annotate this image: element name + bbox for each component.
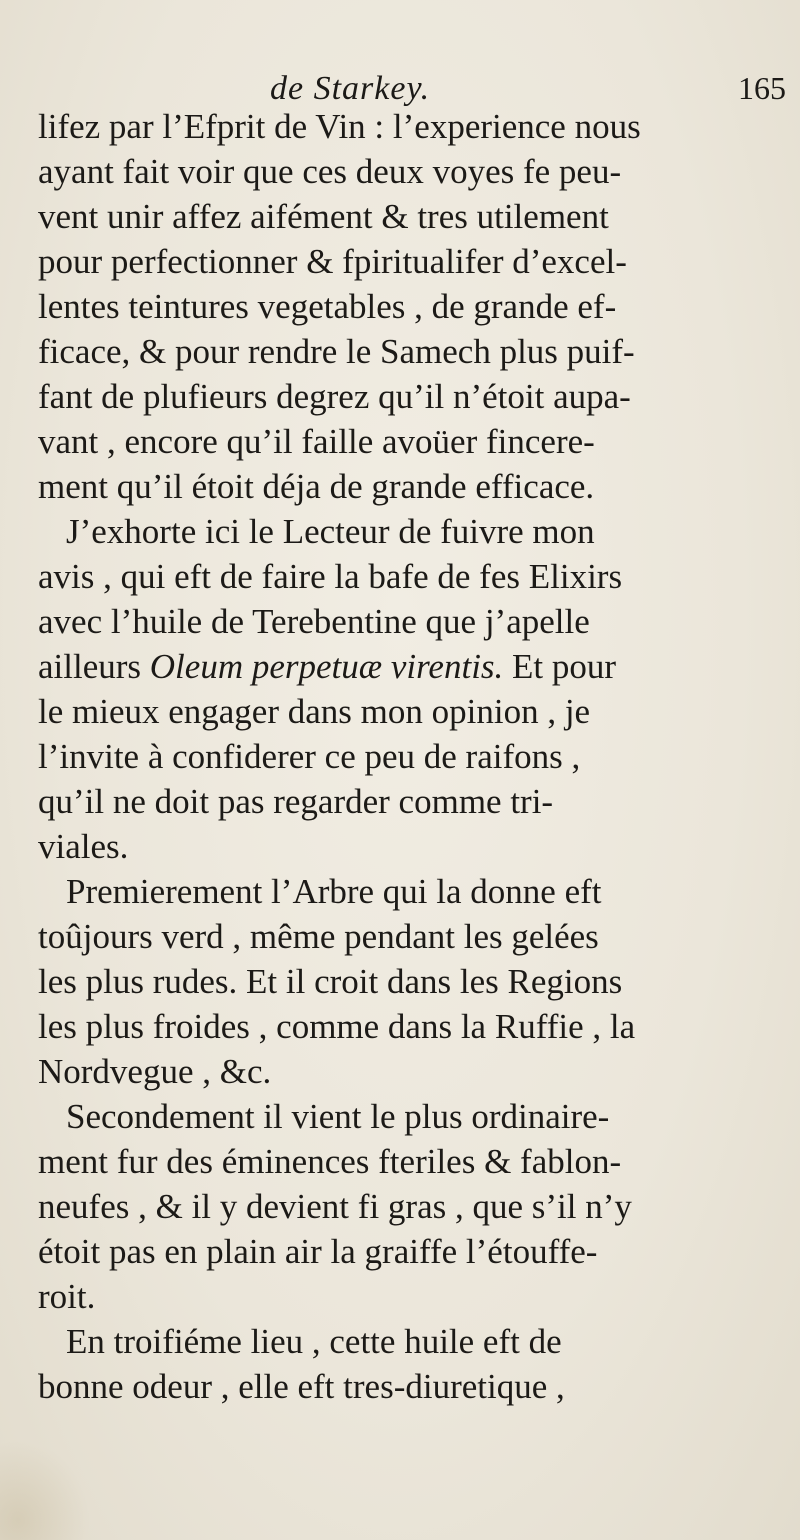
paragraph-start-line: En troifiéme lieu , cette huile eft de: [66, 1322, 562, 1361]
text-line: ment qu’il étoit déja de grande efficace.: [38, 467, 595, 506]
text-line: le mieux engager dans mon opinion , je: [38, 692, 591, 731]
text-line: les plus froides , comme dans la Ruffie , la: [38, 1007, 636, 1046]
text-line: pour perfectionner & fpiritualifer d’excel-: [38, 242, 627, 281]
text-line: lentes teintures vegetables , de grande ef-: [38, 287, 617, 326]
text-line: avis , qui eft de faire la bafe de fes Elixirs: [38, 557, 623, 596]
text-line: viales.: [38, 827, 129, 866]
text-line: lifez par l’Efprit de Vin : l’experience nous: [38, 107, 641, 146]
text-line: neufes , & il y devient fi gras , que s’il n’y: [38, 1187, 632, 1226]
text-line: toûjours verd , même pendant les gelées: [38, 917, 599, 956]
page-number: 165: [738, 70, 786, 106]
text-line: qu’il ne doit pas regarder comme tri-: [38, 782, 554, 821]
text-line-with-latin: [38, 644, 798, 689]
running-title: de Starkey.: [270, 70, 431, 107]
paragraph-start-line: Premierement l’Arbre qui la donne eft: [66, 872, 602, 911]
text-line: avec l’huile de Terebentine que j’apelle: [38, 602, 590, 641]
text-line: Nordvegue , &c.: [38, 1052, 272, 1091]
text-line: les plus rudes. Et il croit dans les Regions: [38, 962, 623, 1001]
text-line: étoit pas en plain air la graiffe l’étouffe-: [38, 1232, 598, 1271]
text-line: ment fur des éminences fteriles & fablon-: [38, 1142, 622, 1181]
text-line: ayant fait voir que ces deux voyes fe peu-: [38, 152, 622, 191]
paper-stain: [0, 1440, 90, 1540]
text-line: vant , encore qu’il faille avoüer fincere-: [38, 422, 595, 461]
text-line: roit.: [38, 1277, 96, 1316]
line-text-after: Et pour: [503, 647, 617, 686]
text-line: bonne odeur , elle eft tres-diuretique ,: [38, 1367, 565, 1406]
text-line: ficace, & pour rendre le Samech plus puif-: [38, 332, 635, 371]
text-line: l’invite à confiderer ce peu de raifons ,: [38, 737, 581, 776]
latin-phrase: Oleum perpetuæ virentis.: [149, 647, 504, 686]
paragraph-start-line: J’exhorte ici le Lecteur de fuivre mon: [66, 512, 595, 551]
text-line: fant de plufieurs degrez qu’il n’étoit aupa-: [38, 377, 631, 416]
text-line: vent unir affez aifément & tres utilement: [38, 197, 609, 236]
line-text-before: ailleurs: [38, 647, 150, 686]
paragraph-start-line: Secondement il vient le plus ordinaire-: [66, 1097, 610, 1136]
body-text: [38, 104, 798, 1409]
